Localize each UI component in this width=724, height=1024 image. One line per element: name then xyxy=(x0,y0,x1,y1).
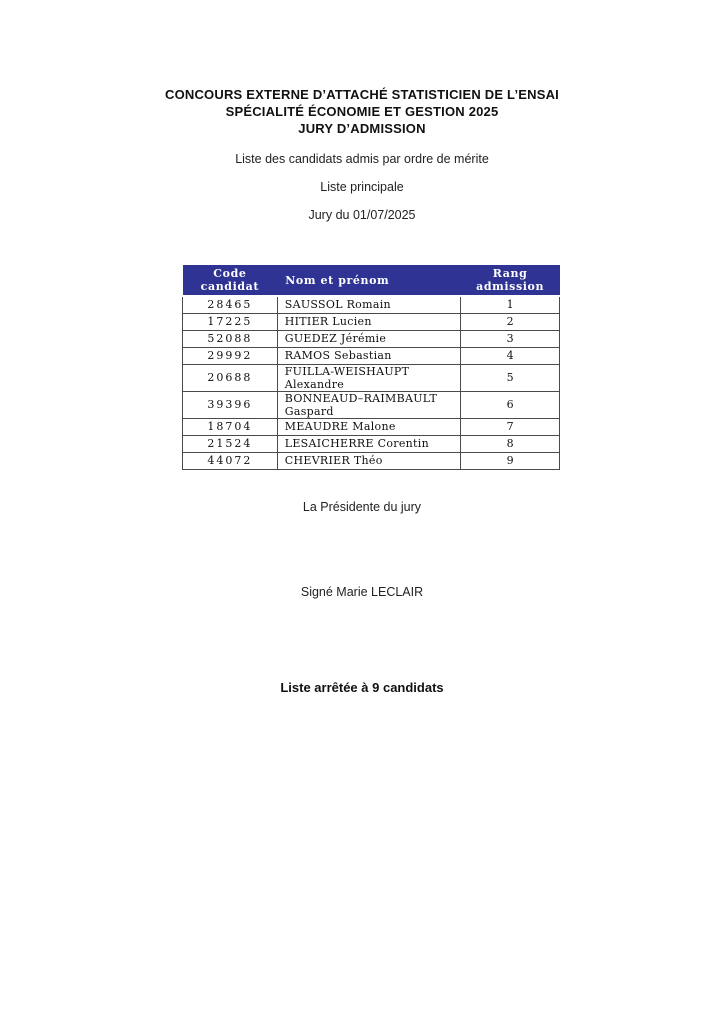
document-title xyxy=(0,86,724,137)
table-header-row xyxy=(183,265,560,296)
name-cell: SAUSSOL Romain xyxy=(277,296,460,313)
jury-date: Jury du 01/07/2025 xyxy=(308,208,416,222)
table-row xyxy=(183,347,560,364)
code-cell: 28465 xyxy=(183,296,278,313)
list-description: Liste des candidats admis par ordre de mérite xyxy=(235,152,489,166)
table-row xyxy=(183,313,560,330)
code-cell: 44072 xyxy=(183,452,278,469)
rank-cell: 4 xyxy=(461,347,560,364)
table-row xyxy=(183,391,560,418)
table-row xyxy=(183,364,560,391)
table-body xyxy=(183,296,560,469)
header-code-candidat: Code candidat xyxy=(183,265,278,296)
rank-cell: 3 xyxy=(461,330,560,347)
closing-line: Liste arrêtée à 9 candidats xyxy=(280,680,444,695)
code-cell: 17225 xyxy=(183,313,278,330)
table-header xyxy=(183,265,560,296)
name-cell: HITIER Lucien xyxy=(277,313,460,330)
title-line-3: JURY D’ADMISSION xyxy=(298,121,426,136)
name-cell: BONNEAUD–RAIMBAULT Gaspard xyxy=(277,391,460,418)
signature-role: La Présidente du jury xyxy=(302,500,422,514)
code-cell: 39396 xyxy=(183,391,278,418)
code-cell: 21524 xyxy=(183,435,278,452)
table-row xyxy=(183,418,560,435)
table-row xyxy=(183,435,560,452)
table-row xyxy=(183,330,560,347)
rank-cell: 7 xyxy=(461,418,560,435)
title-line-2: SPÉCIALITÉ ÉCONOMIE ET GESTION 2025 xyxy=(225,104,499,119)
code-cell: 20688 xyxy=(183,364,278,391)
name-cell: GUEDEZ Jérémie xyxy=(277,330,460,347)
rank-cell: 6 xyxy=(461,391,560,418)
list-type: Liste principale xyxy=(320,180,404,194)
code-cell: 29992 xyxy=(183,347,278,364)
rank-cell: 2 xyxy=(461,313,560,330)
header-rang-admission: Rang admission xyxy=(461,265,560,296)
table-row xyxy=(183,452,560,469)
rank-cell: 9 xyxy=(461,452,560,469)
code-cell: 18704 xyxy=(183,418,278,435)
header-nom-prenom: Nom et prénom xyxy=(277,265,460,296)
name-cell: CHEVRIER Théo xyxy=(277,452,460,469)
name-cell: MEAUDRE Malone xyxy=(277,418,460,435)
signature-name: Signé Marie LECLAIR xyxy=(300,585,424,599)
title-line-1: CONCOURS EXTERNE D’ATTACHÉ STATISTICIEN DE L’ENSAI xyxy=(164,87,559,102)
admission-results-table xyxy=(182,265,560,470)
name-cell: LESAICHERRE Corentin xyxy=(277,435,460,452)
table-row xyxy=(183,296,560,313)
code-cell: 52088 xyxy=(183,330,278,347)
name-cell: RAMOS Sebastian xyxy=(277,347,460,364)
rank-cell: 8 xyxy=(461,435,560,452)
rank-cell: 1 xyxy=(461,296,560,313)
name-cell: FUILLA-WEISHAUPT Alexandre xyxy=(277,364,460,391)
rank-cell: 5 xyxy=(461,364,560,391)
